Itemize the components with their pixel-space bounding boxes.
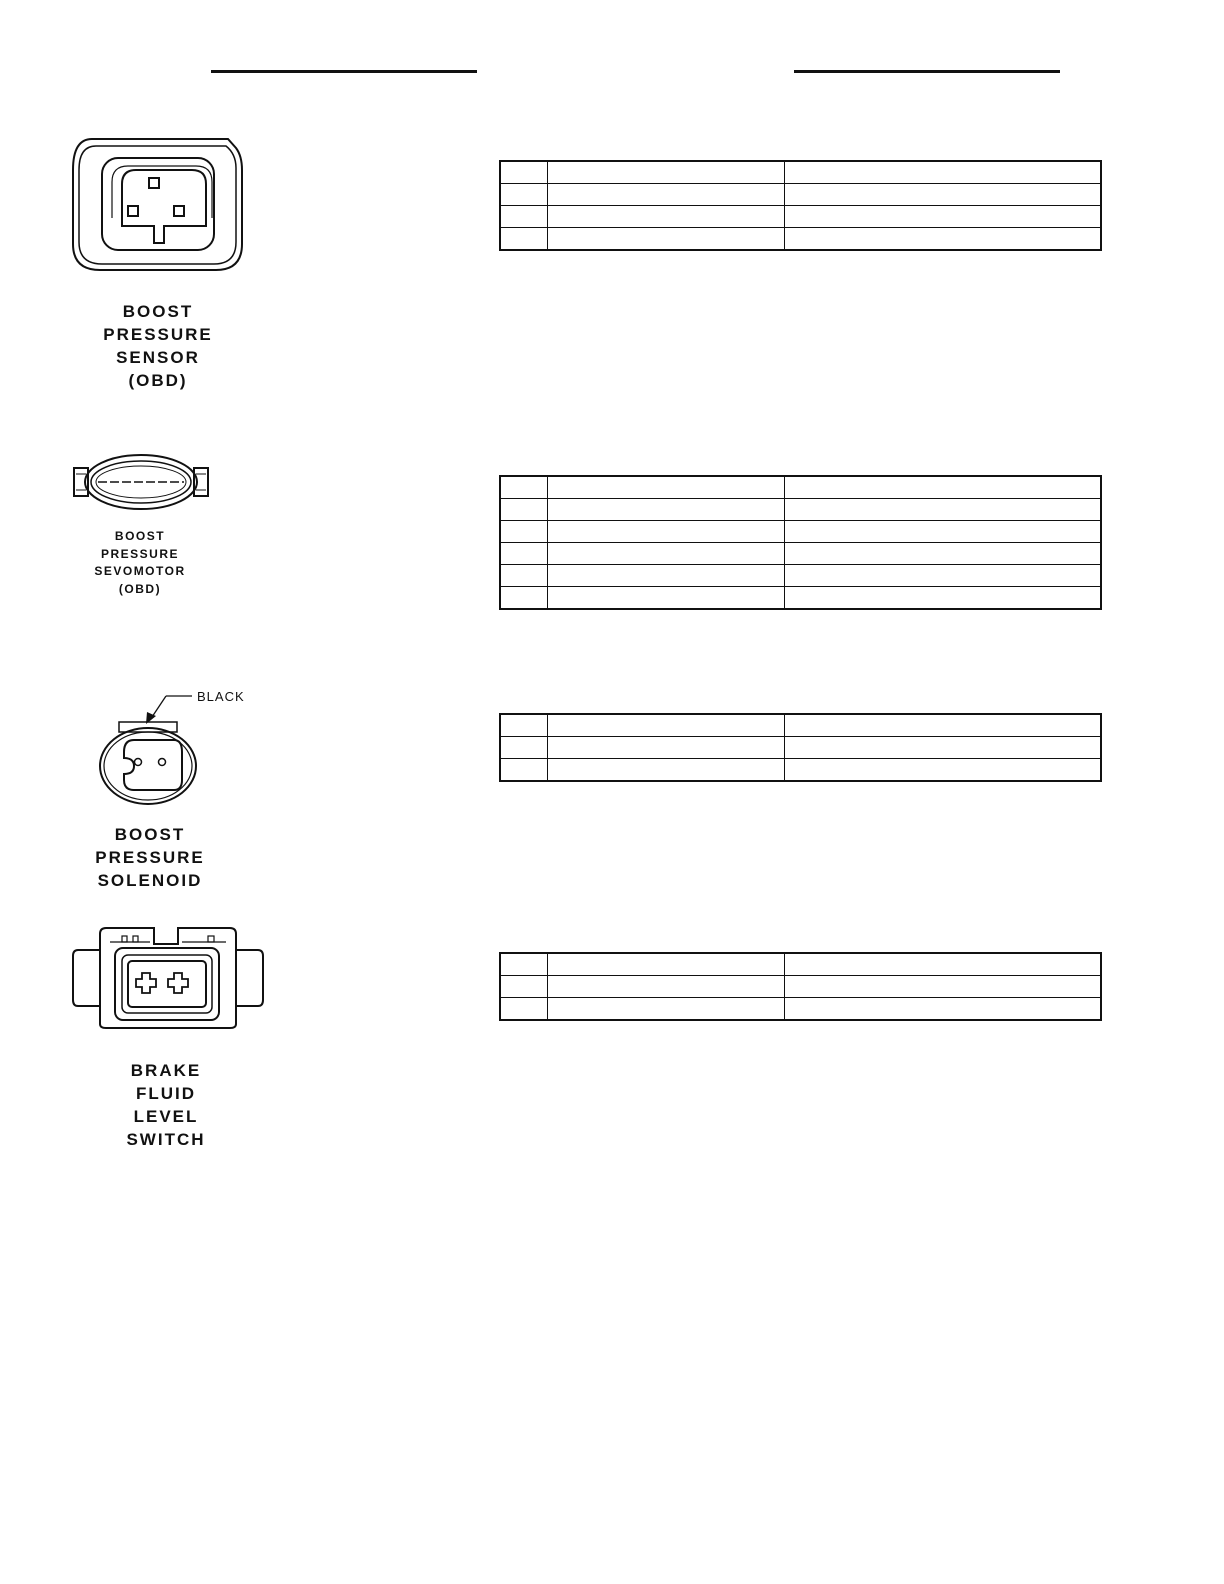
table-row — [500, 228, 1101, 251]
header-rule-right — [794, 70, 1060, 73]
table-row — [500, 521, 1101, 543]
boost-pressure-solenoid-pinout-table — [499, 713, 1102, 782]
header-rule-left — [211, 70, 477, 73]
boost-pressure-sensor-connector-icon — [70, 136, 246, 276]
table-row — [500, 714, 1101, 737]
table-row — [500, 976, 1101, 998]
table-row — [500, 737, 1101, 759]
boost-pressure-sensor-pinout-table — [499, 160, 1102, 251]
boost-pressure-solenoid-label: BOOST PRESSURE SOLENOID — [95, 825, 205, 890]
table-row — [500, 161, 1101, 184]
brake-fluid-level-switch-pinout-table — [499, 952, 1102, 1021]
table-row — [500, 998, 1101, 1021]
table-row — [500, 565, 1101, 587]
table-row — [500, 184, 1101, 206]
boost-pressure-servomotor-connector-icon — [70, 450, 212, 514]
brake-fluid-level-switch-connector-icon — [70, 926, 266, 1032]
brake-fluid-level-switch-label: BRAKE FLUID LEVEL SWITCH — [126, 1061, 206, 1149]
boost-pressure-servomotor-label: BOOST PRESSURE SEVOMOTOR (OBD) — [94, 529, 186, 596]
boost-pressure-sensor-label: BOOST PRESSURE SENSOR (OBD) — [103, 302, 213, 390]
table-row — [500, 759, 1101, 782]
boost-pressure-solenoid-callout: BLACK — [197, 689, 245, 704]
boost-pressure-solenoid-connector-icon — [96, 690, 206, 806]
boost-pressure-servomotor-pinout-table — [499, 475, 1102, 610]
table-row — [500, 953, 1101, 976]
table-row — [500, 206, 1101, 228]
table-row — [500, 587, 1101, 610]
table-row — [500, 499, 1101, 521]
table-row — [500, 543, 1101, 565]
table-row — [500, 476, 1101, 499]
